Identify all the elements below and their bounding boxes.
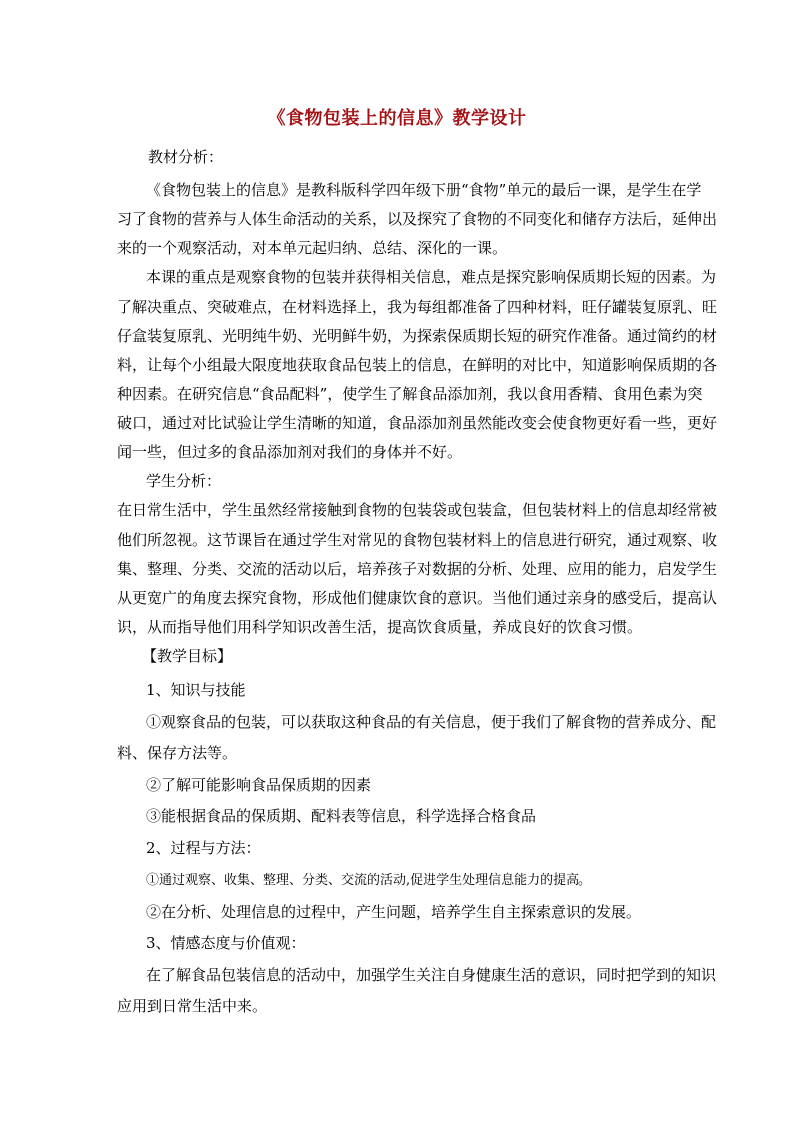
goal-item: 料、保存方法等。 [117,744,238,762]
goal-item: ②了解可能影响食品保质期的因素 [146,776,372,794]
goal-knowledge-heading: 1、知识与技能 [146,681,246,699]
paragraph-line: 闻一些，但过多的食品添加剂对我们的身体并不好。 [117,443,463,461]
goal-item: ①通过观察、收集、整理、分类、交流的活动,促进学生处理信息能力的提高 [146,873,580,888]
paragraph-line: 破口，通过对比试验让学生清晰的知道，食品添加剂虽然能改变会使食物更好看一些，更好 [117,414,718,432]
paragraph-line: 他们所忽视。这节课旨在通过学生对常见的食物包装材料上的信息进行研究，通过观察、收 [117,531,718,549]
paragraph-line: 从更宽广的角度去探究食物，形成他们健康饮食的意识。当他们通过亲身的感受后，提高认 [117,589,718,607]
paragraph-line: 习了食物的营养与人体生命活动的关系，以及探究了食物的不同变化和储存方法后，延伸出 [117,210,718,228]
paragraph-line: 识，从而指导他们用科学知识改善生活，提高饮食质量，养成良好的饮食习惯。 [117,618,643,636]
goal-process-heading: 2、过程与方法： [146,839,261,857]
paragraph-line: 仔盒装复原乳、光明纯牛奶、光明鲜牛奶，为探索保质期长短的研究作准备。通过简约的材 [117,327,718,345]
goal-item: ②在分析、处理信息的过程中，产生问题，培养学生自主探索意识的发展。 [146,903,642,921]
goal-attitude-heading: 3、情感态度与价值观： [146,934,306,952]
teaching-goals-heading: 【教学目标】 [142,647,233,665]
student-analysis-heading: 学生分析： [146,472,222,490]
paragraph-line: 了解决重点、突破难点，在材料选择上，我为每组都准备了四种材料，旺仔罐装复原乳、旺 [117,298,718,316]
paragraph-line: 应用到日常生活中来。 [117,997,268,1015]
paragraph-line: 本课的重点是观察食物的包装并获得相关信息，难点是探究影响保质期长短的因素。为 [146,268,717,286]
paragraph-line: 在了解食品包装信息的活动中，加强学生关注自身健康生活的意识，同时把学到的知识 [146,966,717,984]
paragraph-line: 料，让每个小组最大限度地获取食品包装上的信息，在鲜明的对比中，知道影响保质期的各 [117,356,718,374]
material-analysis-heading: 教材分析： [148,148,224,166]
paragraph-line: 种因素。在研究信息“食品配料”，使学生了解食品添加剂，我以食用香精、食用色素为突 [117,385,703,403]
goal-item-end-mark: 。 [578,873,592,888]
paragraph-line: 《食物包装上的信息》是教科版科学四年级下册“食物”单元的最后一课，是学生在学 [146,181,702,199]
goal-item: ①观察食品的包装，可以获取这种食品的有关信息，便于我们了解食物的营养成分、配 [146,713,717,731]
goal-item: ③能根据食品的保质期、配料表等信息，科学选择合格食品 [146,807,537,825]
paragraph-line: 集、整理、分类、交流的活动以后，培养孩子对数据的分析、处理、应用的能力，启发学生 [117,560,718,578]
paragraph-line: 来的一个观察活动，对本单元起归纳、总结、深化的一课。 [117,239,508,257]
paragraph-line: 在日常生活中，学生虽然经常接触到食物的包装袋或包装盒，但包装材料上的信息却经常被 [117,501,718,519]
document-title: 《食物包装上的信息》教学设计 [267,108,527,129]
